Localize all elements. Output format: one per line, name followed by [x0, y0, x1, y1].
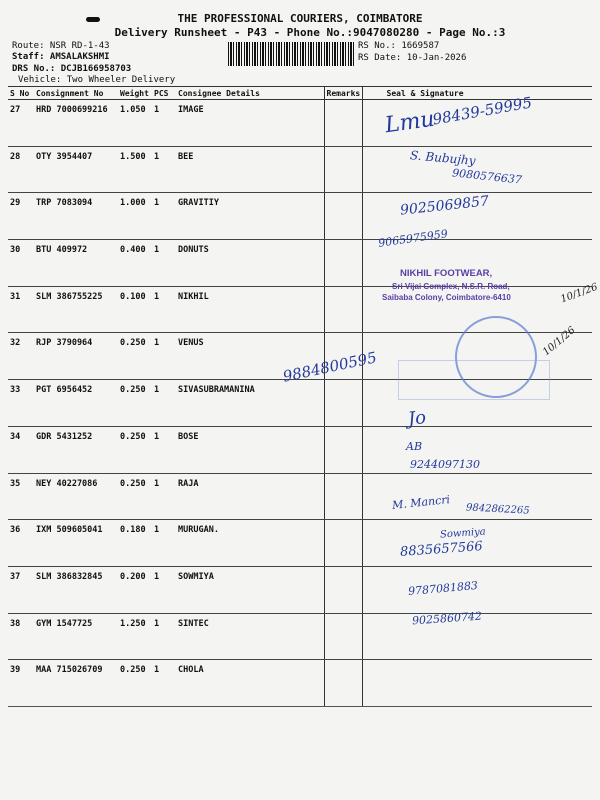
cell-pcs: 1 — [152, 380, 176, 427]
barcode — [228, 42, 354, 66]
runsheet-subtitle: Delivery Runsheet - P43 - Phone No.:9047080280 - Page No.:3 — [114, 26, 506, 39]
cell-consignee: SINTEC — [176, 613, 324, 660]
vehicle-label: Vehicle: Two Wheeler Delivery — [18, 75, 176, 85]
signature-28-name: S. Bubujhy — [409, 148, 477, 168]
cell-pcs: 1 — [152, 240, 176, 287]
signature-36-name: M. Mancri — [391, 492, 451, 513]
cell-remarks — [324, 286, 362, 333]
signature-38-phone: 9787081883 — [407, 578, 479, 599]
stamp-line-2: Sri Vijai Complex, N.S.R. Road, — [392, 282, 510, 291]
cell-consignment: GYM 1547725 — [34, 613, 118, 660]
signature-32-date: 10/1/26 — [540, 324, 578, 359]
cell-remarks — [324, 660, 362, 707]
cell-sno: 32 — [8, 333, 34, 380]
cell-pcs: 1 — [152, 520, 176, 567]
route-label: Route: NSR RD-1-43 — [12, 41, 110, 51]
stamp-line-1: NIKHIL FOOTWEAR, — [400, 268, 493, 279]
table-row — [8, 240, 592, 287]
rs-number: RS No.: 1669587 — [358, 41, 440, 51]
table-row — [8, 193, 592, 240]
cell-consignee: VENUS — [176, 333, 324, 380]
cell-pcs: 1 — [152, 473, 176, 520]
cell-remarks — [324, 566, 362, 613]
cell-pcs: 1 — [152, 566, 176, 613]
cell-weight: 0.180 — [118, 520, 152, 567]
table-row — [8, 660, 592, 707]
cell-remarks — [324, 146, 362, 193]
signature-33-phone: 9884800595 — [281, 348, 379, 386]
cell-weight: 1.500 — [118, 146, 152, 193]
signature-28-phone: 9080576637 — [451, 166, 523, 187]
signature-39-phone: 9025860742 — [411, 609, 483, 628]
cell-consignment: HRD 7000699216 — [34, 100, 118, 147]
cell-consignment: SLM 386755225 — [34, 286, 118, 333]
cell-consignee: BEE — [176, 146, 324, 193]
cell-weight: 0.250 — [118, 660, 152, 707]
cell-remarks — [324, 473, 362, 520]
cell-consignment: OTY 3954407 — [34, 146, 118, 193]
drs-label: DRS No.: DCJB166958703 — [12, 64, 132, 74]
table-row — [8, 426, 592, 473]
cell-consignment: NEY 40227086 — [34, 473, 118, 520]
cell-sno: 38 — [8, 613, 34, 660]
col-signature: Seal & Signature — [362, 87, 592, 100]
cell-sno: 30 — [8, 240, 34, 287]
cell-consignment: RJP 3790964 — [34, 333, 118, 380]
col-sno: S No — [8, 87, 34, 100]
cell-sno: 34 — [8, 426, 34, 473]
cell-consignment: SLM 386832845 — [34, 566, 118, 613]
cell-consignee: NIKHIL — [176, 286, 324, 333]
stamp-line-3: Saibaba Colony, Coimbatore-6410 — [382, 293, 511, 302]
signature-37-name: Sowmiya — [439, 526, 487, 541]
rectangular-stamp — [398, 360, 550, 400]
cell-consignee: BOSE — [176, 426, 324, 473]
cell-consignee: MURUGAN. — [176, 520, 324, 567]
cell-sno: 33 — [8, 380, 34, 427]
col-consignee: Consignee Details — [176, 87, 324, 100]
cell-remarks — [324, 613, 362, 660]
cell-consignee: GRAVITIY — [176, 193, 324, 240]
cell-sno: 28 — [8, 146, 34, 193]
signature-35-initials: AB — [406, 440, 423, 453]
cell-sno: 29 — [8, 193, 34, 240]
cell-pcs: 1 — [152, 100, 176, 147]
cell-consignee: SOWMIYA — [176, 566, 324, 613]
cell-consignee: DONUTS — [176, 240, 324, 287]
signature-35-phone: 9244097130 — [410, 458, 480, 471]
cell-pcs: 1 — [152, 146, 176, 193]
cell-weight: 1.250 — [118, 613, 152, 660]
cell-weight: 0.100 — [118, 286, 152, 333]
cell-sno: 39 — [8, 660, 34, 707]
table-row — [8, 146, 592, 193]
cell-weight: 1.050 — [118, 100, 152, 147]
signature-30-phone: 9065975959 — [377, 227, 449, 250]
cell-pcs: 1 — [152, 426, 176, 473]
signature-34-scribble: Jo — [406, 407, 428, 430]
col-weight: Weight — [118, 87, 152, 100]
table-row — [8, 613, 592, 660]
signature-27-phone: 98439-59995 — [431, 93, 534, 129]
col-consignment: Consignment No — [34, 87, 118, 100]
cell-consignee: IMAGE — [176, 100, 324, 147]
table-row — [8, 566, 592, 613]
cell-pcs: 1 — [152, 193, 176, 240]
col-pcs: PCS — [152, 87, 176, 100]
cell-sno: 36 — [8, 520, 34, 567]
cell-sno: 31 — [8, 286, 34, 333]
signature-29-phone: 9025069857 — [399, 193, 490, 219]
cell-consignment: PGT 6956452 — [34, 380, 118, 427]
signature-27-scribble: Lmu — [383, 106, 437, 139]
signature-31-date: 10/1/26 — [559, 281, 600, 306]
col-remarks: Remarks — [324, 87, 362, 100]
cell-consignment: TRP 7083094 — [34, 193, 118, 240]
cell-consignment: BTU 409972 — [34, 240, 118, 287]
cell-sno: 35 — [8, 473, 34, 520]
cell-signature — [362, 660, 592, 707]
cell-pcs: 1 — [152, 660, 176, 707]
cell-remarks — [324, 426, 362, 473]
cell-consignee: SIVASUBRAMANINA — [176, 380, 324, 427]
cell-consignment: IXM 509605041 — [34, 520, 118, 567]
company-title: THE PROFESSIONAL COURIERS, COIMBATORE — [177, 12, 423, 25]
cell-consignee: CHOLA — [176, 660, 324, 707]
cell-sno: 37 — [8, 566, 34, 613]
cell-weight: 0.250 — [118, 380, 152, 427]
cell-pcs: 1 — [152, 286, 176, 333]
cell-weight: 0.250 — [118, 473, 152, 520]
cell-remarks — [324, 520, 362, 567]
cell-consignment: MAA 715026709 — [34, 660, 118, 707]
cell-consignment: GDR 5431252 — [34, 426, 118, 473]
cell-weight: 1.000 — [118, 193, 152, 240]
cell-weight: 0.250 — [118, 426, 152, 473]
cell-pcs: 1 — [152, 333, 176, 380]
rs-date: RS Date: 10-Jan-2026 — [358, 53, 467, 63]
cell-weight: 0.400 — [118, 240, 152, 287]
staff-label: Staff: AMSALAKSHMI — [12, 52, 110, 62]
signature-36-phone: 9842862265 — [465, 502, 530, 517]
cell-remarks — [324, 193, 362, 240]
cell-weight: 0.200 — [118, 566, 152, 613]
cell-sno: 27 — [8, 100, 34, 147]
signature-37-phone: 8835657566 — [399, 539, 484, 560]
table-row — [8, 520, 592, 567]
cell-remarks — [324, 240, 362, 287]
cell-remarks — [324, 100, 362, 147]
cell-pcs: 1 — [152, 613, 176, 660]
cell-consignee: RAJA — [176, 473, 324, 520]
cell-remarks — [324, 380, 362, 427]
cell-weight: 0.250 — [118, 333, 152, 380]
